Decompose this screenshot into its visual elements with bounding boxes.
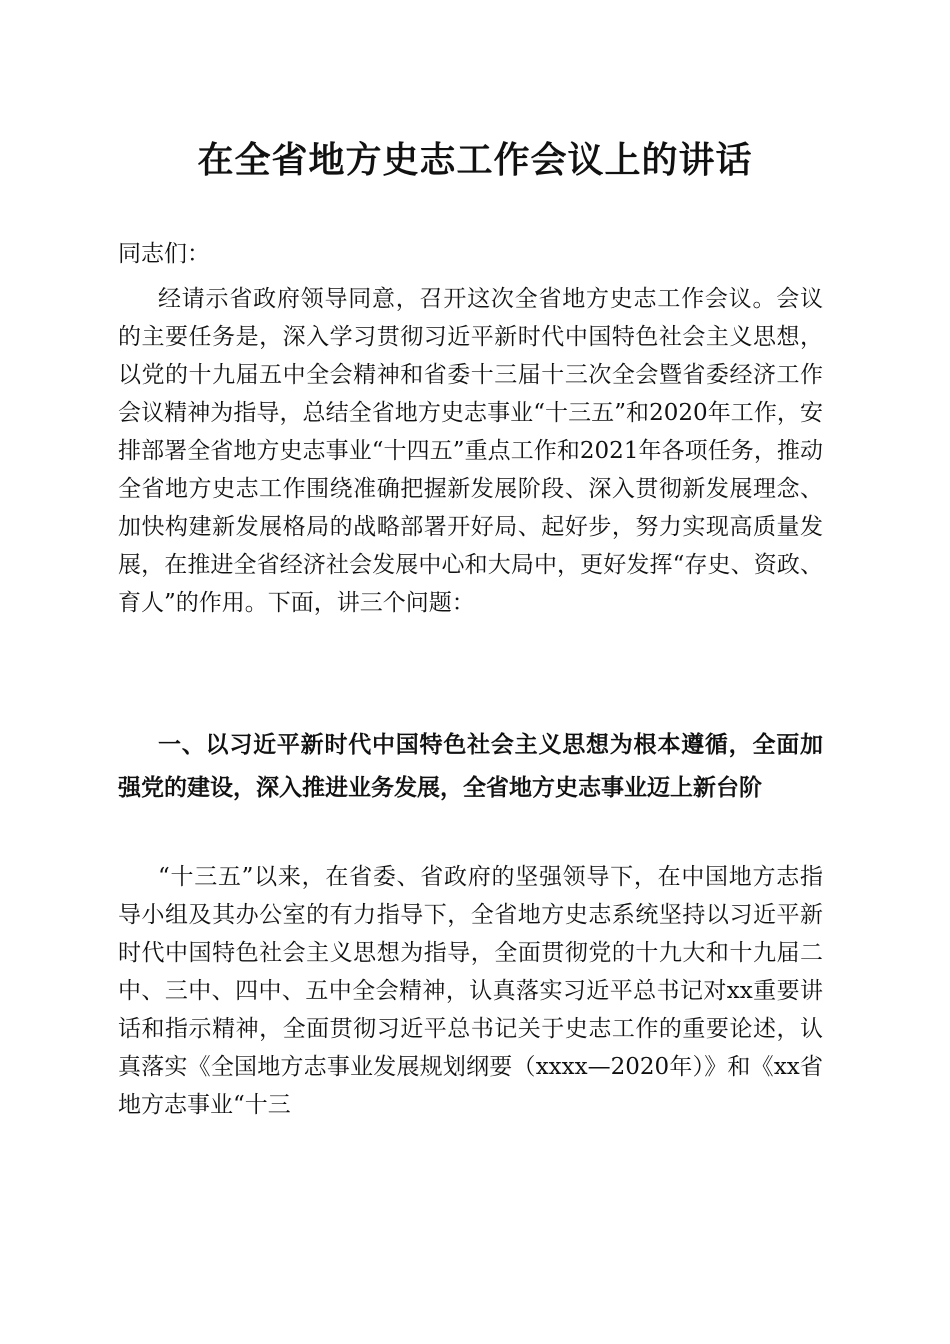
opening-paragraph: 经请示省政府领导同意，召开这次全省地方史志工作会议。会议的主要任务是，深入学习贯彻习近平新时代中国特色社会主义思想，以党的十九届五中全会精神和省委十三届十三次全会暨省委经济工作会议精神为指导，总结全省地方史志事业“十三五”和2020年工作，安排部署全省地方史志事业“十四五”重点工作和2021年各项任务，推动全省地方史志工作围绕准确把握新发展阶段、深入贯彻新发展理念、加快构建新发展格局的战略部署开好局、起好步，努力实现高质量发展，在推进全省经济社会发展中心和大局中，更好发挥“存史、资政、育人”的作用。下面，讲三个问题： [118,286,823,616]
document-title: 在全省地方史志工作会议上的讲话 [197,139,753,181]
salutation: 同志们： [118,241,210,267]
section-heading-1: 一、以习近平新时代中国特色社会主义思想为根本遵循，全面加强党的建设，深入推进业务发展，全省地方史志事业迈上新台阶 [118,732,823,801]
section-1-paragraph: “十三五”以来，在省委、省政府的坚强领导下，在中国地方志指导小组及其办公室的有力指导下，全省地方史志系统坚持以习近平新时代中国特色社会主义思想为指导，全面贯彻党的十九大和十九届二中、三中、四中、五中全会精神，认真落实习近平总书记对xx重要讲话和指示精神，全面贯彻习近平总书记关于史志工作的重要论述，认真落实《全国地方志事业发展规划纲要（xxxx—2020年）》和《xx省地方志事业“十三 [118,864,823,1118]
